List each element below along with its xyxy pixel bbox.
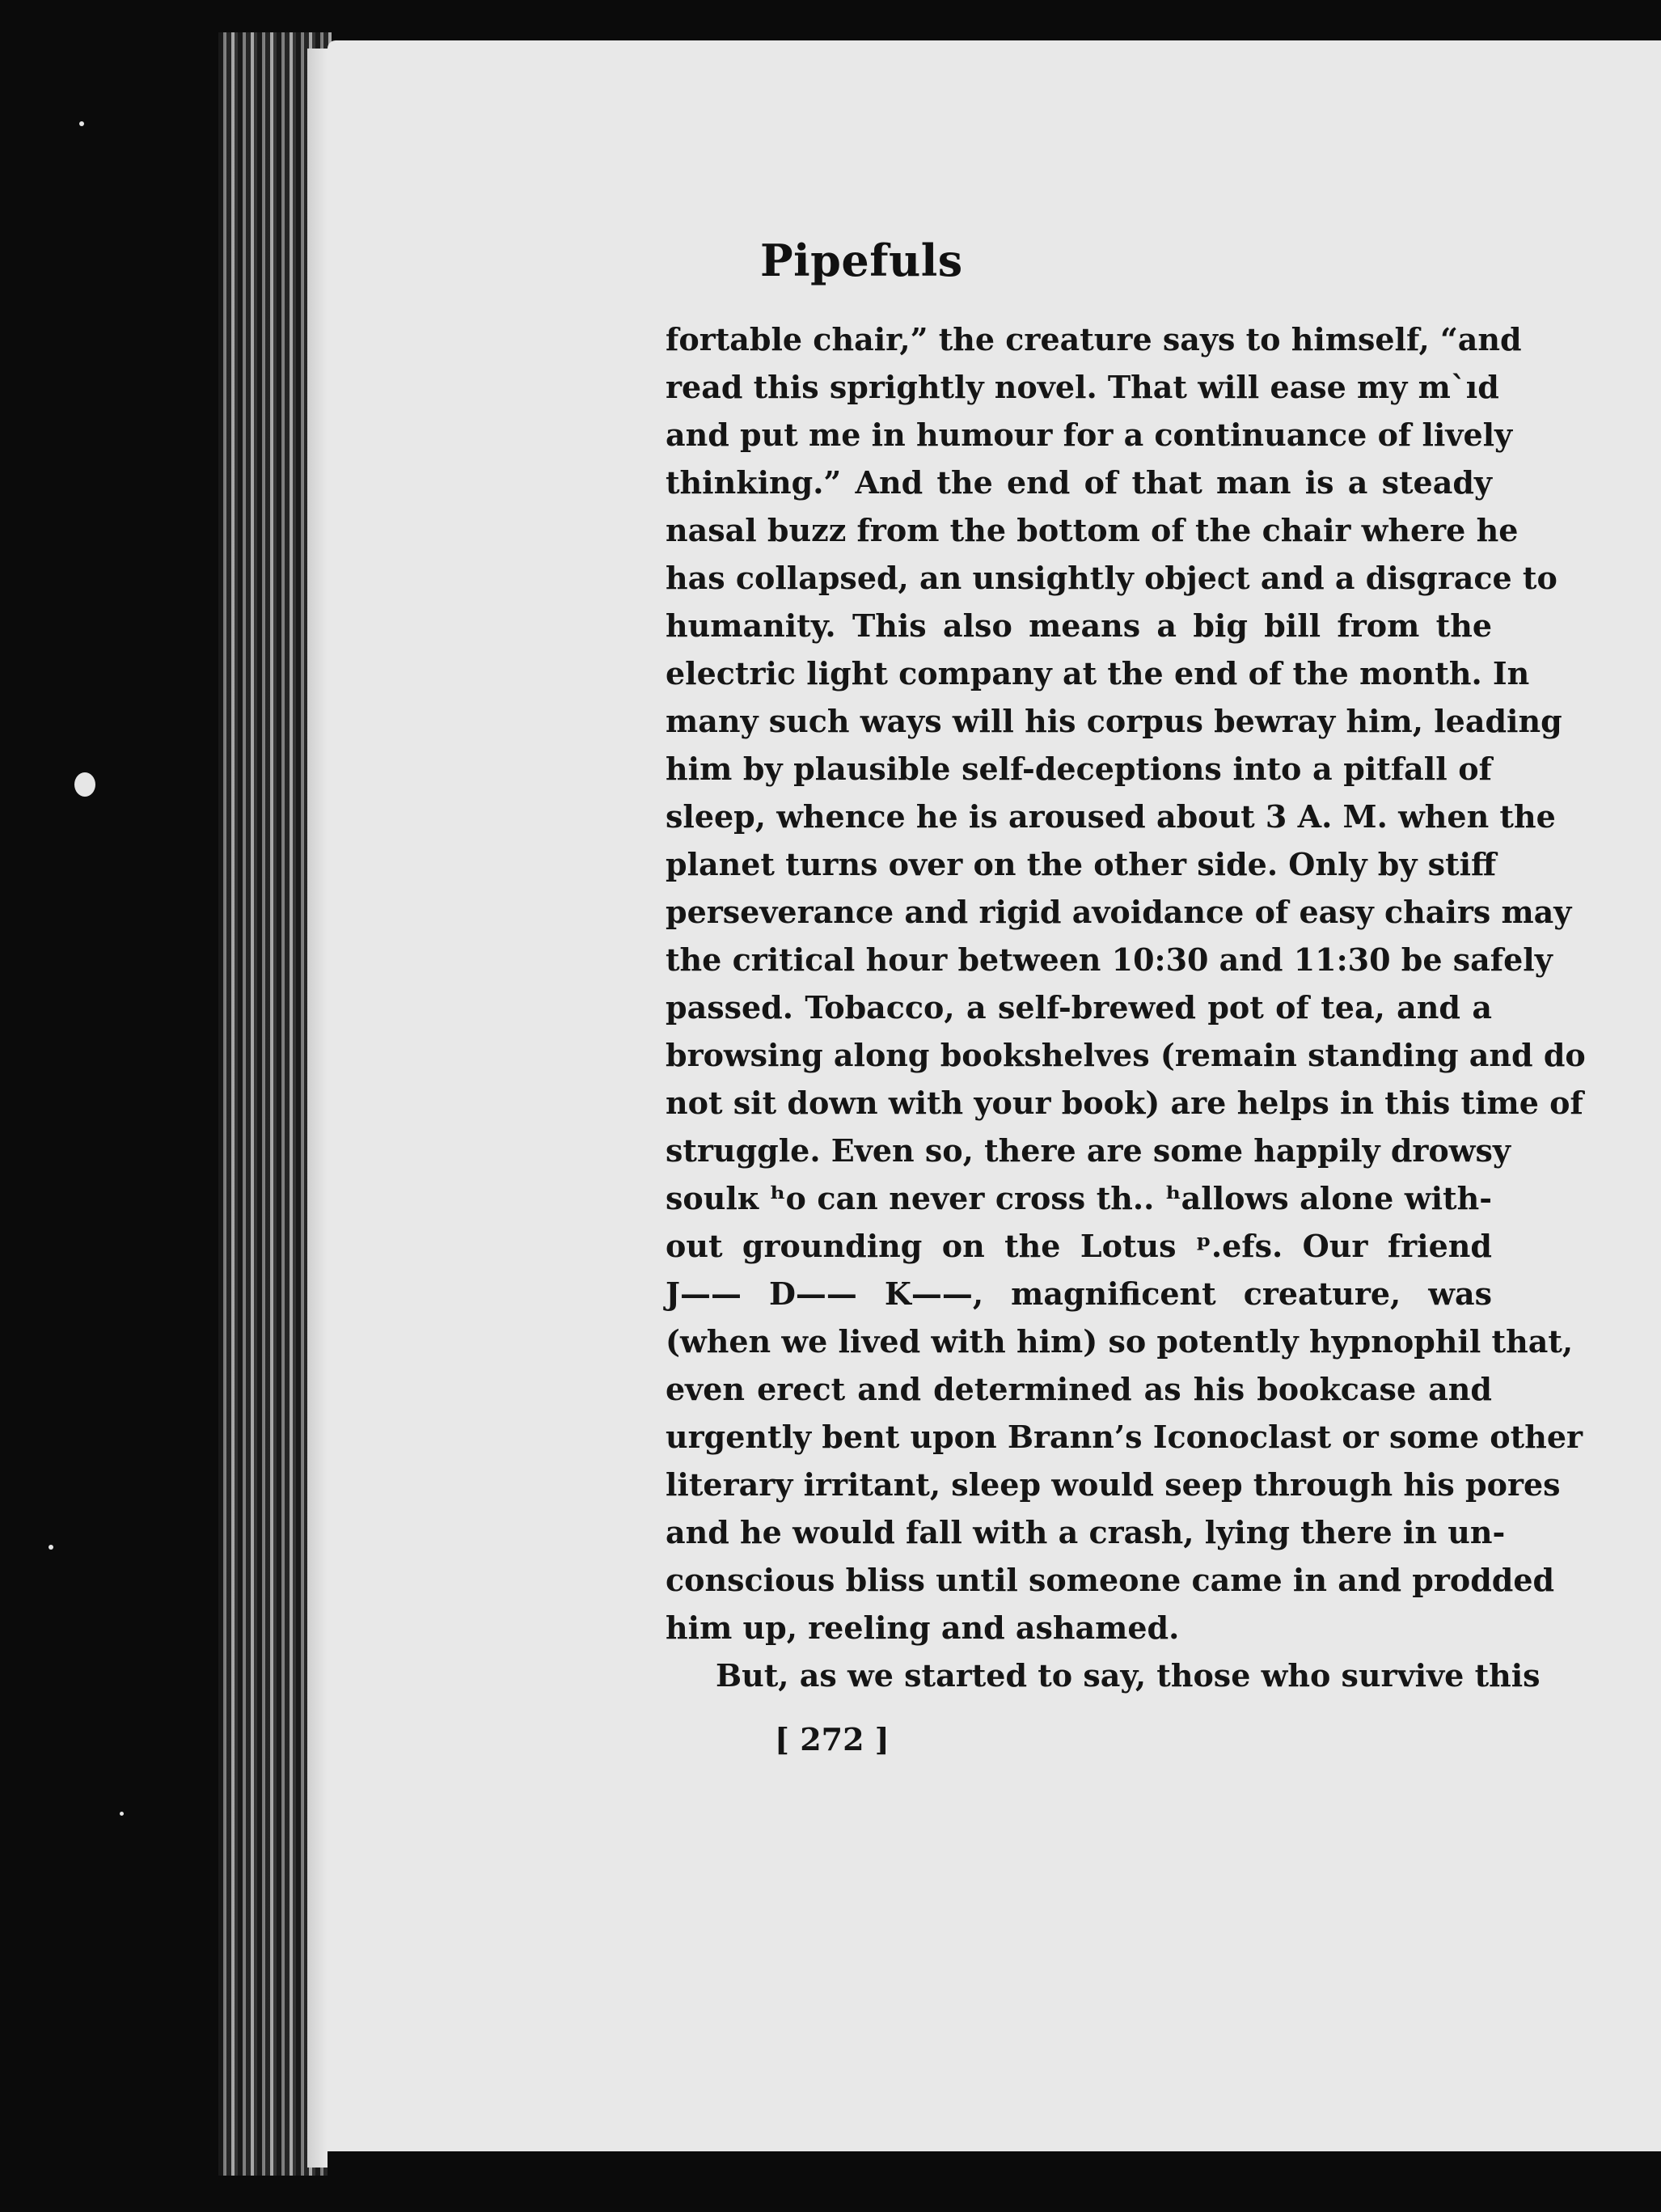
text-line: browsing along bookshelves (remain standing and do bbox=[666, 1037, 1586, 1073]
text-line: J—— D—— K——, magnificent creature, was bbox=[666, 1275, 1492, 1312]
text-line: perseverance and rigid avoidance of easy chairs may bbox=[666, 894, 1572, 930]
text-line: many such ways will his corpus bewray him, leading bbox=[666, 703, 1562, 739]
bottom-shadow bbox=[328, 2151, 1661, 2212]
scan-speck bbox=[74, 772, 95, 797]
text-line: passed. Tobacco, a self-brewed pot of tea, and a bbox=[666, 989, 1492, 1026]
text-line: even erect and determined as his bookcase and bbox=[666, 1371, 1492, 1407]
text-line: conscious bliss until someone came in and prodded bbox=[666, 1562, 1555, 1598]
text-line: sleep, whence he is aroused about 3 A. M. when the bbox=[666, 798, 1556, 835]
text-line: literary irritant, sleep would seep through his pores bbox=[666, 1466, 1561, 1503]
text-line: nasal buzz from the bottom of the chair where he bbox=[666, 512, 1519, 548]
body-text bbox=[666, 315, 1586, 1699]
scan-speck bbox=[79, 121, 84, 126]
paragraph-2-first-line: But, as we started to say, those who survive this bbox=[716, 1657, 1541, 1694]
text-line: has collapsed, an unsightly object and a disgrace to bbox=[666, 560, 1557, 596]
scan-speck bbox=[120, 1812, 124, 1816]
text-line: fortable chair,” the creature says to himself, “and bbox=[666, 321, 1522, 357]
page-number: [ 272 ] bbox=[775, 1721, 890, 1757]
text-line: read this sprightly novel. That will ease my mˋıd bbox=[666, 369, 1499, 405]
text-line: humanity. This also means a big bill from the bbox=[666, 607, 1492, 644]
text-line: (when we lived with him) so potently hypnophil that, bbox=[666, 1323, 1574, 1360]
text-line: the critical hour between 10:30 and 11:30 be safely bbox=[666, 941, 1553, 978]
text-line: electric light company at the end of the month. In bbox=[666, 655, 1530, 692]
text-line: not sit down with your book) are helps in this time of bbox=[666, 1085, 1583, 1121]
scan-speck bbox=[49, 1545, 53, 1550]
text-line: and he would fall with a crash, lying there in un- bbox=[666, 1514, 1506, 1550]
text-line: him up, reeling and ashamed. bbox=[666, 1609, 1180, 1646]
text-line: out grounding on the Lotus ᵖ․efs. Our friend bbox=[666, 1228, 1492, 1264]
text-line: and put me in humour for a continuance of lively bbox=[666, 417, 1513, 453]
text-line: struggle. Even so, there are some happily drowsy bbox=[666, 1132, 1511, 1169]
text-line: urgently bent upon Brann’s Iconoclast or some other bbox=[666, 1419, 1583, 1455]
running-head: Pipefuls bbox=[760, 235, 963, 286]
text-line: him by plausible self-deceptions into a pitfall of bbox=[666, 751, 1492, 787]
text-line: soulĸ ʰo can never cross th․․ ʰallows alone with- bbox=[666, 1180, 1492, 1216]
text-line: planet turns over on the other side. Only by stiff bbox=[666, 846, 1497, 882]
text-line: thinking.” And the end of that man is a steady bbox=[666, 464, 1492, 501]
